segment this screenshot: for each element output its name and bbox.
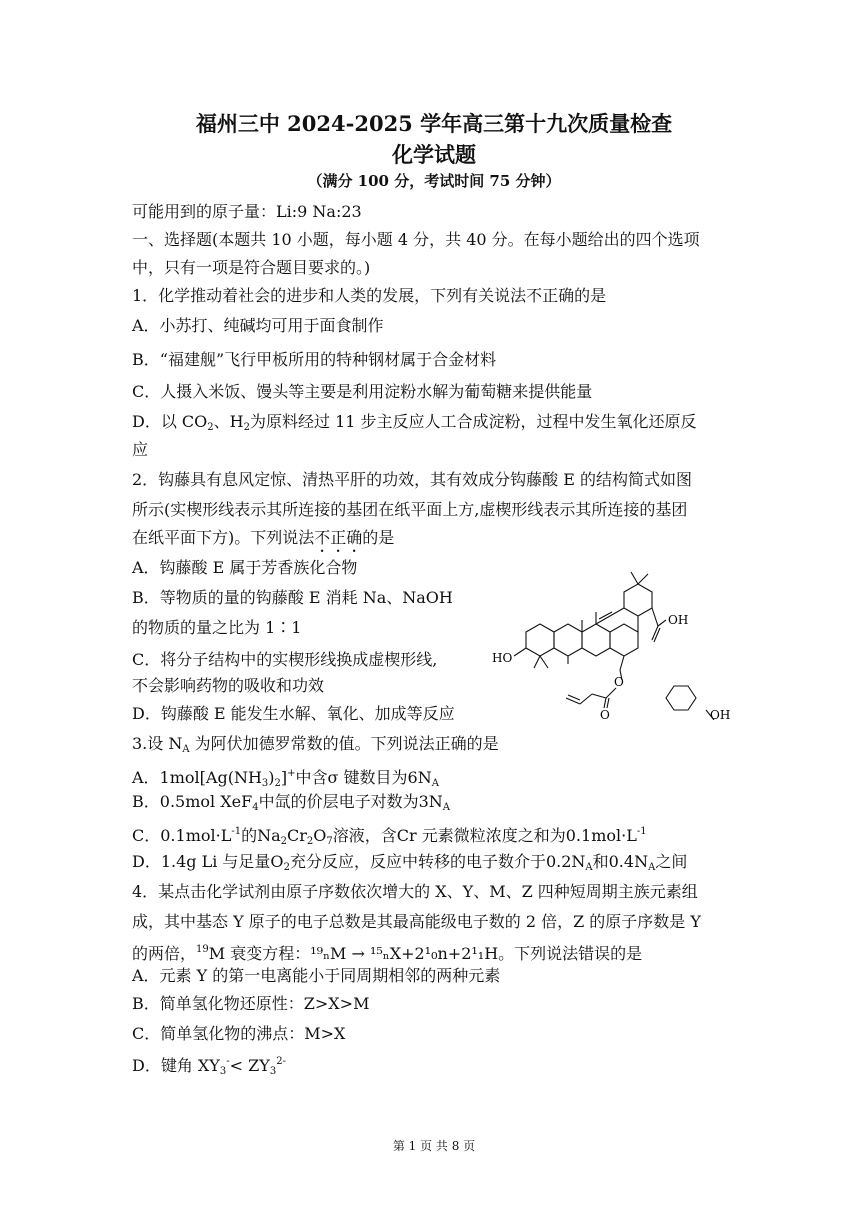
q4-stem-line1: 4．某点击化学试剂由原子序数依次增大的 X、Y、M、Z 四种短周期主族元素组 [132, 882, 698, 901]
q3-a-pre: A．1mol[Ag(NH [132, 768, 262, 787]
fig-carbonyl-o: O [600, 708, 610, 720]
fig-ester-o: O [614, 675, 624, 689]
q3-a-post: 中含σ 键数目为6N [295, 768, 432, 787]
q3-d-sub2: A [585, 862, 593, 873]
q1-d-mid: 、H [213, 412, 244, 431]
q1-d-sub2: 2 [243, 422, 250, 433]
q4-d-sup2: 2- [276, 1056, 286, 1067]
q3-stem [132, 734, 743, 760]
q3-a-sub2: 2 [274, 778, 281, 789]
q3-stem-post: 为阿伏加德罗常数的值。下列说法正确的是 [189, 734, 499, 753]
q2-stem-pre: 在纸平面下方)。下列说法 [132, 528, 315, 547]
q3-option-b [132, 792, 743, 818]
q2-stem-post: 的是 [362, 528, 395, 547]
q3-d-pre: D．1.4g Li 与足量O [132, 852, 284, 871]
q4-stem-sup: 19 [196, 944, 209, 955]
q4-stem-post: 。下列说法错误的是 [498, 944, 643, 963]
q2-option-b-line2: 的物质的量之比为 1∶1 [132, 618, 302, 637]
q3-c-mid2: Cr [287, 826, 307, 845]
exam-info: （满分 100 分，考试时间 75 分钟） [307, 172, 561, 190]
q4-stem-pre: 的两倍， [132, 944, 197, 963]
q2-option-b-line1: B．等物质的量的钩藤酸 E 消耗 Na、NaOH [132, 588, 453, 607]
q3-c-sup2: -1 [636, 826, 647, 837]
q3-c-sub2: 2 [306, 836, 314, 847]
q4-decay-equation: ¹⁹ₙM → ¹⁵ₙX+2¹₀n+2¹₁H [310, 944, 499, 963]
exam-title: 福州三中 2024-2025 学年高三第十九次质量检查 [195, 111, 673, 136]
q4-d-sup1: - [226, 1056, 230, 1067]
q3-c-mid: 的Na [241, 826, 281, 845]
q2-stem-line2: 所示(实楔形线表示其所连接的基团在纸平面上方,虚楔形线表示其所连接的基团 [132, 500, 688, 519]
q4-d-sub2: 3 [269, 1066, 277, 1077]
q3-option-c [132, 822, 743, 852]
q1-option-d [132, 412, 743, 438]
q4-stem-mid: M 衰变方程： [208, 944, 311, 963]
molecule-structure-figure [488, 552, 750, 720]
q3-a-sub3: A [431, 778, 439, 789]
q2-stem-emphasis: 不正确 [314, 528, 363, 547]
q2-option-c-line1: C．将分子结构中的实楔形线换成虚楔形线, [132, 650, 438, 669]
q3-d-end: 之间 [655, 852, 688, 871]
q1-option-d-line2: 应 [132, 440, 149, 459]
q3-d-post: 充分反应，反应中转移的电子数介于0.2N [289, 852, 586, 871]
q3-a-mid: ) [268, 768, 275, 787]
q4-option-a: A．元素 Y 的第一电离能小于同周期相邻的两种元素 [132, 966, 501, 985]
q1-d-sub: 2 [207, 422, 214, 433]
fig-ho-label: HO [492, 651, 513, 665]
q4-option-c: C．简单氢化物的沸点：M>X [132, 1024, 346, 1043]
exam-subject: 化学试题 [392, 142, 476, 167]
q4-d-sub1: 3 [219, 1066, 227, 1077]
q3-option-a [132, 764, 743, 794]
q3-stem-sub: A [182, 744, 190, 755]
q1-stem: 1．化学推动着社会的进步和人类的发展，下列有关说法不正确的是 [132, 286, 607, 305]
q3-b-pre: B．0.5mol XeF [132, 792, 253, 811]
q3-d-sub3: A [648, 862, 656, 873]
q4-d-pre: D．键角 XY [132, 1056, 220, 1075]
q3-a-sub: 3 [261, 778, 269, 789]
q3-d-and: 和0.4N [592, 852, 649, 871]
q1-d-pre: D．以 CO [132, 412, 208, 431]
q3-c-post: 溶液，含Cr 元素微粒浓度之和为0.1mol·L [332, 826, 637, 845]
q3-option-d [132, 852, 743, 878]
q3-stem-pre: 3.设 N [132, 734, 183, 753]
atomic-masses: 可能用到的原子量：Li:9 Na:23 [132, 202, 362, 221]
q1-option-c: C．人摄入米饭、馒头等主要是利用淀粉水解为葡萄糖来提供能量 [132, 382, 593, 401]
q3-c-sub1: 2 [280, 836, 287, 847]
q1-option-b: B．“福建舰”飞行甲板所用的特种钢材属于合金材料 [132, 350, 497, 369]
q3-b-sub2: A [442, 802, 450, 813]
q3-c-mid3: O [313, 826, 327, 845]
q3-a-sup: + [287, 768, 296, 779]
fig-acid-oh: OH [668, 613, 689, 627]
q1-d-post: 为原料经过 11 步主反应人工合成淀粉，过程中发生氧化还原反 [250, 412, 697, 431]
q1-option-a: A．小苏打、纯碱均可用于面食制作 [132, 316, 384, 335]
q2-option-c-line2: 不会影响药物的吸收和功效 [132, 676, 325, 695]
q2-option-d: D．钩藤酸 E 能发生水解、氧化、加成等反应 [132, 704, 455, 723]
q4-option-d [132, 1052, 743, 1082]
q2-stem-line1: 2．钩藤具有息风定惊、清热平肝的功效，其有效成分钩藤酸 E 的结构简式如图 [132, 470, 693, 489]
section-heading-line2: 中，只有一项是符合题目要求的。) [132, 258, 371, 277]
q3-c-pre: C．0.1mol·L [132, 826, 232, 845]
q2-option-a: A．钩藤酸 E 属于芳香族化合物 [132, 558, 358, 577]
page-footer: 第 1 页 共 8 页 [392, 1139, 476, 1153]
q4-d-mid: < ZY [229, 1056, 270, 1075]
q3-b-sub: 4 [252, 802, 259, 813]
section-heading-line1: 一、选择题(本题共 10 小题，每小题 4 分，共 40 分。在每小题给出的四个选项 [132, 230, 700, 249]
q3-b-post: 中氙的价层电子对数为3N [258, 792, 443, 811]
q3-d-sub: 2 [283, 862, 290, 873]
fig-phenol-oh: OH [710, 708, 731, 720]
q3-a-end: ] [280, 768, 288, 787]
q4-stem-line2: 成，其中基态 Y 原子的电子总数是其最高能级电子数的 2 倍，Z 的原子序数是 Y [132, 912, 701, 931]
q4-stem-line3 [132, 940, 743, 964]
q4-option-b: B．简单氢化物还原性：Z>X>M [132, 994, 370, 1013]
q3-c-sup: -1 [231, 826, 242, 837]
q3-c-sub3: 7 [326, 836, 333, 847]
